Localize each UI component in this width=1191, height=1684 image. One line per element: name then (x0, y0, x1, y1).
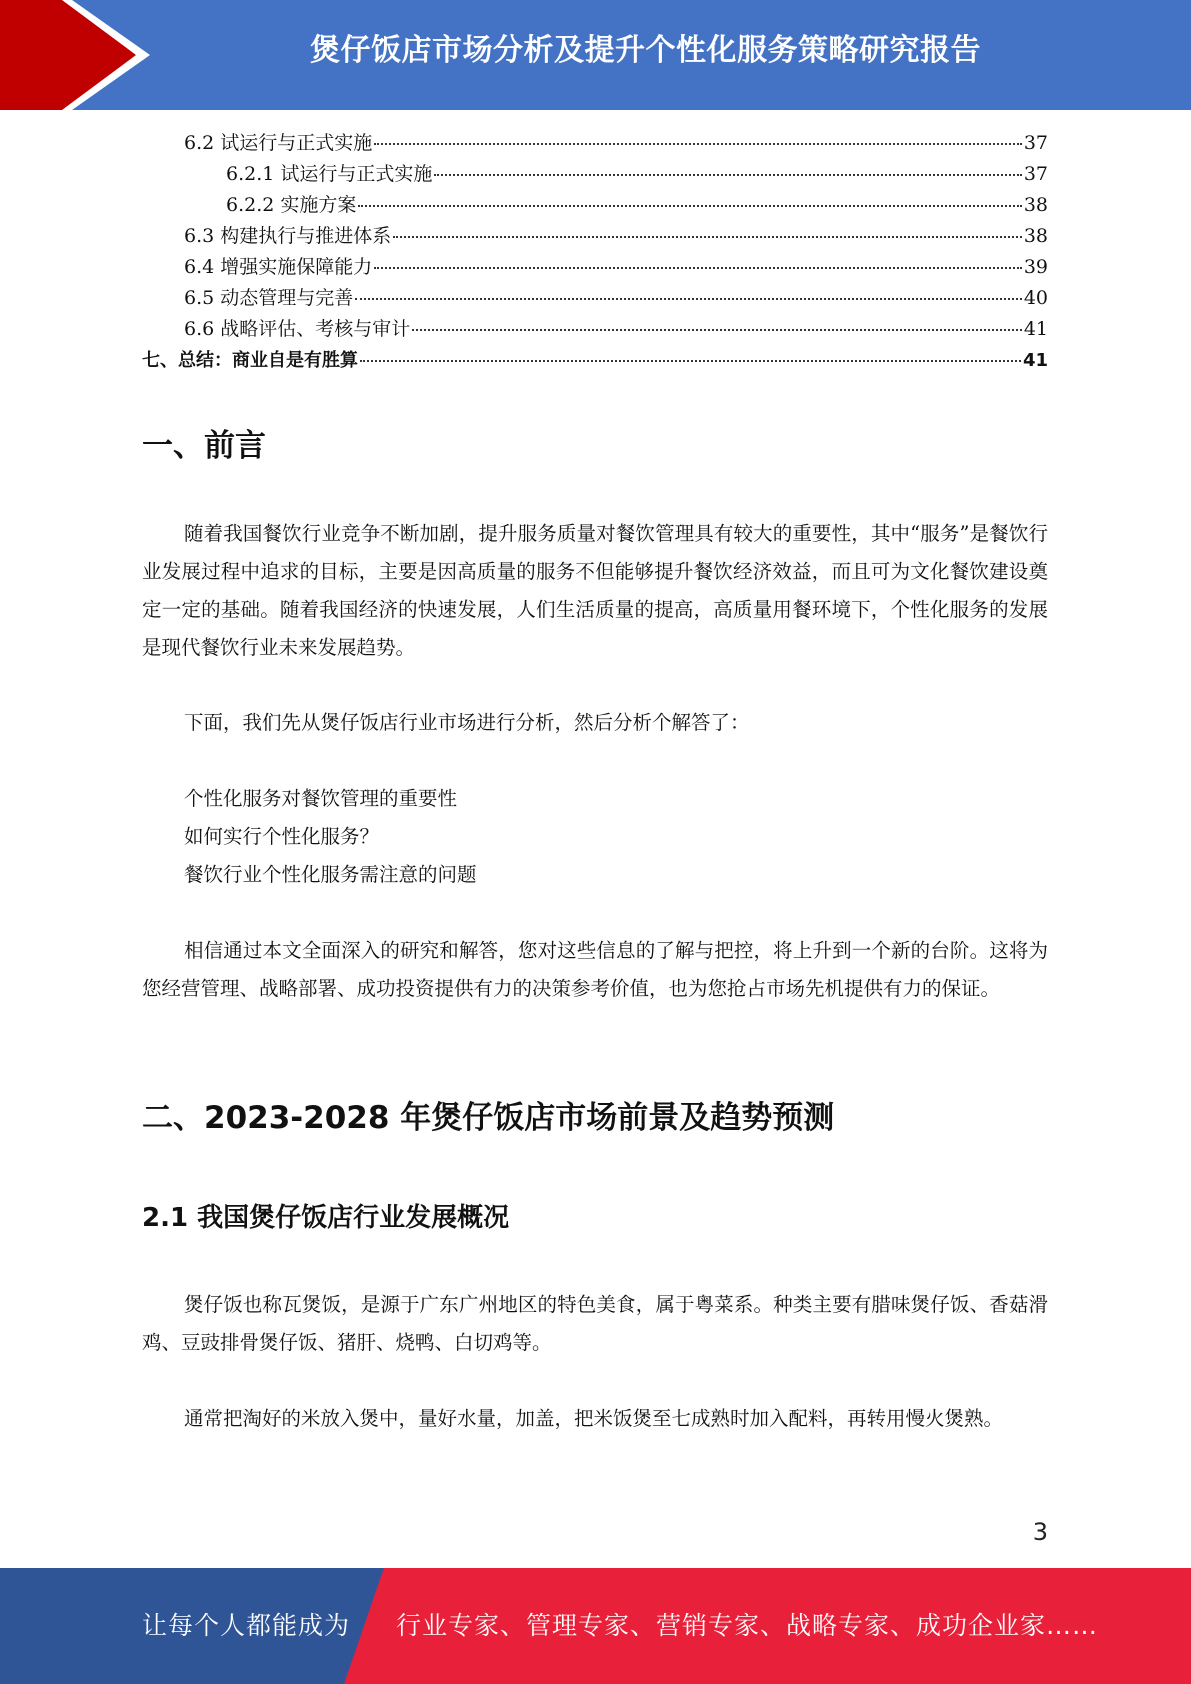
toc-entry-title: 6.2.2 实施方案 (226, 194, 357, 216)
toc-entry-page: 39 (1023, 256, 1048, 278)
toc-entry-page: 37 (1023, 163, 1048, 185)
overview-paragraph-1: 煲仔饭也称瓦煲饭，是源于广东广州地区的特色美食，属于粤菜系。种类主要有腊味煲仔饭、香菇滑鸡、豆豉排骨煲仔饭、猪肝、烧鸭、白切鸡等。 (142, 1293, 1048, 1354)
toc-entry-title: 6.2.1 试运行与正式实施 (226, 163, 433, 185)
table-of-contents (142, 128, 1048, 376)
toc-entry-title: 七、总结：商业自是有胜算 (142, 350, 358, 371)
overview-paragraph-2: 通常把淘好的米放入煲中，量好水量，加盖，把米饭煲至七成熟时加入配料，再转用慢火煲熟。 (184, 1407, 1004, 1430)
toc-entry-title: 6.5 动态管理与完善 (184, 287, 354, 309)
preface-paragraph-3: 相信通过本文全面深入的研究和解答，您对这些信息的了解与把控，将上升到一个新的台阶。这将为您经营管理、战略部署、成功投资提供有力的决策参考价值，也为您抢占市场先机提供有力的保证。 (142, 939, 1048, 1000)
toc-entry-page: 41 (1023, 318, 1048, 340)
footer-banner (0, 1568, 1191, 1684)
toc-entry-title: 6.6 战略评估、考核与审计 (184, 318, 411, 340)
toc-entry-chapter[interactable] (142, 345, 1048, 376)
report-title: 煲仔饭店市场分析及提升个性化服务策略研究报告 (310, 33, 981, 68)
toc-leader-dots (374, 143, 1022, 145)
toc-entry-page: 38 (1023, 194, 1048, 216)
toc-entry[interactable] (142, 159, 1048, 190)
toc-entry[interactable] (142, 283, 1048, 314)
subsection-heading-overview: 2.1 我国煲仔饭店行业发展概况 (142, 1203, 510, 1233)
toc-leader-dots (355, 298, 1022, 300)
toc-entry-page: 40 (1023, 287, 1048, 309)
preface-list-item: 餐饮行业个性化服务需注意的问题 (184, 863, 477, 886)
footer-slogan-left: 让每个人都能成为 (142, 1611, 351, 1640)
preface-list-item: 个性化服务对餐饮管理的重要性 (184, 787, 458, 810)
toc-entry-page: 37 (1023, 132, 1048, 154)
toc-entry-page: 38 (1023, 225, 1048, 247)
toc-entry[interactable] (142, 252, 1048, 283)
toc-entry[interactable] (142, 128, 1048, 159)
toc-entry-page: 41 (1022, 350, 1048, 371)
toc-leader-dots (393, 236, 1022, 238)
toc-entry-title: 6.4 增强实施保障能力 (184, 256, 373, 278)
section-heading-preface: 一、前言 (142, 428, 266, 464)
toc-leader-dots (412, 329, 1022, 331)
section-heading-forecast: 二、2023-2028 年煲仔饭店市场前景及趋势预测 (142, 1100, 835, 1136)
toc-leader-dots (358, 205, 1021, 207)
preface-paragraph-1: 随着我国餐饮行业竞争不断加剧，提升服务质量对餐饮管理具有较大的重要性，其中“服务”是餐饮行业发展过程中追求的目标，主要是因高质量的服务不但能够提升餐饮经济效益，而且可为文化餐饮建设奠定一定的基础。随着我国经济的快速发展，人们生活质量的提高，高质量用餐环境下，个性化服务的发展是现代餐饮行业未来发展趋势。 (142, 522, 1048, 659)
preface-list-item: 如何实行个性化服务？ (184, 825, 380, 848)
preface-paragraph-2: 下面，我们先从煲仔饭店行业市场进行分析，然后分析个解答了： (184, 711, 750, 734)
page-number: 3 (1032, 1518, 1048, 1546)
toc-entry[interactable] (142, 314, 1048, 345)
toc-entry[interactable] (142, 221, 1048, 252)
toc-leader-dots (434, 174, 1021, 176)
toc-entry-title: 6.2 试运行与正式实施 (184, 132, 373, 154)
toc-entry-title: 6.3 构建执行与推进体系 (184, 225, 392, 247)
toc-leader-dots (360, 360, 1021, 362)
toc-entry[interactable] (142, 190, 1048, 221)
footer-slogan-right: 行业专家、管理专家、营销专家、战略专家、成功企业家…… (396, 1611, 1099, 1640)
header-banner (0, 0, 1191, 110)
toc-leader-dots (374, 267, 1022, 269)
